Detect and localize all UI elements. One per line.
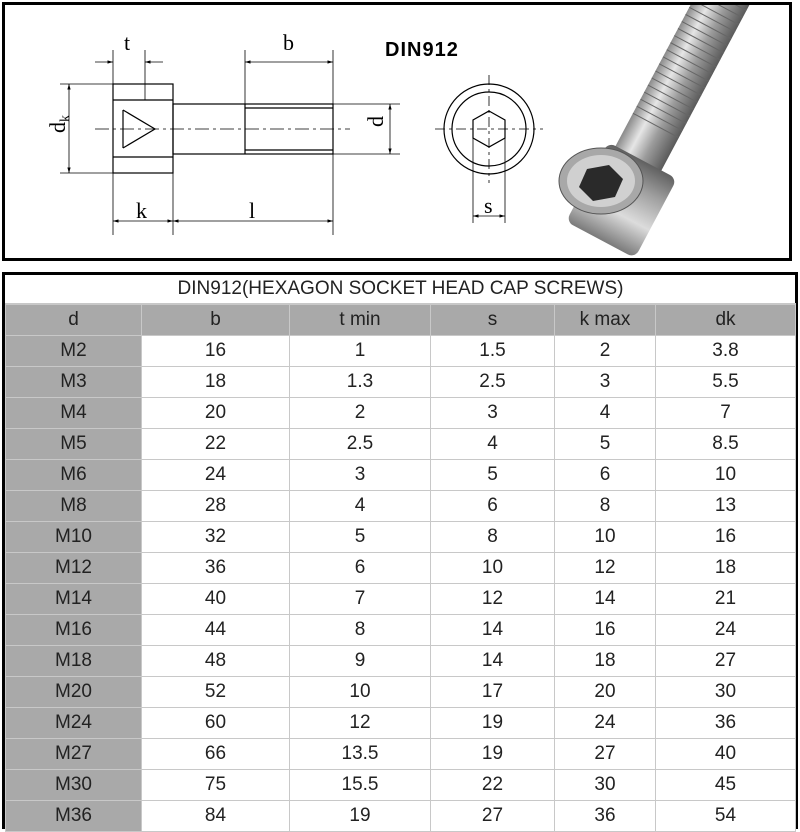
table-row <box>6 398 796 429</box>
value-cell: 4 <box>290 491 431 522</box>
value-cell: 18 <box>656 553 796 584</box>
column-header: dk <box>656 305 796 336</box>
value-cell: 14 <box>555 584 656 615</box>
value-cell: 36 <box>656 708 796 739</box>
size-cell: M27 <box>6 739 142 770</box>
value-cell: 30 <box>656 677 796 708</box>
table-row <box>6 739 796 770</box>
value-cell: 44 <box>142 615 290 646</box>
column-header: k max <box>555 305 656 336</box>
value-cell: 19 <box>290 801 431 832</box>
value-cell: 10 <box>555 522 656 553</box>
table-row <box>6 429 796 460</box>
size-cell: M2 <box>6 336 142 367</box>
value-cell: 75 <box>142 770 290 801</box>
value-cell: 7 <box>656 398 796 429</box>
label-dk: dk <box>45 115 73 133</box>
column-header: t min <box>290 305 431 336</box>
value-cell: 19 <box>431 708 555 739</box>
table-row <box>6 553 796 584</box>
value-cell: 8 <box>431 522 555 553</box>
value-cell: 5 <box>290 522 431 553</box>
value-cell: 4 <box>555 398 656 429</box>
value-cell: 20 <box>555 677 656 708</box>
value-cell: 10 <box>290 677 431 708</box>
table-row <box>6 336 796 367</box>
value-cell: 18 <box>142 367 290 398</box>
value-cell: 10 <box>656 460 796 491</box>
label-l: l <box>249 198 256 223</box>
size-cell: M30 <box>6 770 142 801</box>
table-row <box>6 770 796 801</box>
value-cell: 12 <box>431 584 555 615</box>
value-cell: 16 <box>555 615 656 646</box>
size-cell: M3 <box>6 367 142 398</box>
value-cell: 60 <box>142 708 290 739</box>
value-cell: 8 <box>290 615 431 646</box>
table-row <box>6 491 796 522</box>
value-cell: 84 <box>142 801 290 832</box>
diagram-panel <box>2 2 792 261</box>
screw-photo <box>559 5 754 258</box>
value-cell: 30 <box>555 770 656 801</box>
table-row <box>6 522 796 553</box>
size-cell: M36 <box>6 801 142 832</box>
value-cell: 2 <box>555 336 656 367</box>
value-cell: 3 <box>431 398 555 429</box>
size-cell: M20 <box>6 677 142 708</box>
value-cell: 19 <box>431 739 555 770</box>
value-cell: 22 <box>142 429 290 460</box>
table-row <box>6 677 796 708</box>
size-cell: M18 <box>6 646 142 677</box>
table-row <box>6 646 796 677</box>
value-cell: 24 <box>142 460 290 491</box>
size-cell: M24 <box>6 708 142 739</box>
value-cell: 12 <box>555 553 656 584</box>
value-cell: 24 <box>555 708 656 739</box>
value-cell: 8 <box>555 491 656 522</box>
value-cell: 16 <box>142 336 290 367</box>
value-cell: 66 <box>142 739 290 770</box>
value-cell: 8.5 <box>656 429 796 460</box>
value-cell: 22 <box>431 770 555 801</box>
value-cell: 27 <box>656 646 796 677</box>
value-cell: 16 <box>656 522 796 553</box>
table-title: DIN912(HEXAGON SOCKET HEAD CAP SCREWS) <box>5 275 796 304</box>
value-cell: 20 <box>142 398 290 429</box>
value-cell: 10 <box>431 553 555 584</box>
value-cell: 1.3 <box>290 367 431 398</box>
label-b: b <box>283 30 294 55</box>
value-cell: 27 <box>431 801 555 832</box>
value-cell: 5 <box>431 460 555 491</box>
value-cell: 24 <box>656 615 796 646</box>
value-cell: 7 <box>290 584 431 615</box>
table-row <box>6 460 796 491</box>
value-cell: 14 <box>431 646 555 677</box>
size-cell: M10 <box>6 522 142 553</box>
value-cell: 52 <box>142 677 290 708</box>
value-cell: 12 <box>290 708 431 739</box>
value-cell: 6 <box>431 491 555 522</box>
value-cell: 2 <box>290 398 431 429</box>
size-cell: M8 <box>6 491 142 522</box>
value-cell: 36 <box>142 553 290 584</box>
value-cell: 36 <box>555 801 656 832</box>
value-cell: 3 <box>290 460 431 491</box>
table-row <box>6 367 796 398</box>
value-cell: 18 <box>555 646 656 677</box>
end-view <box>435 75 543 183</box>
dimension-lines <box>60 50 400 235</box>
value-cell: 5 <box>555 429 656 460</box>
value-cell: 9 <box>290 646 431 677</box>
table-panel <box>2 272 798 829</box>
value-cell: 3 <box>555 367 656 398</box>
size-cell: M6 <box>6 460 142 491</box>
side-view <box>95 84 350 173</box>
value-cell: 40 <box>656 739 796 770</box>
value-cell: 32 <box>142 522 290 553</box>
table-row <box>6 615 796 646</box>
table-row <box>6 801 796 832</box>
value-cell: 1.5 <box>431 336 555 367</box>
value-cell: 14 <box>431 615 555 646</box>
value-cell: 1 <box>290 336 431 367</box>
label-s: s <box>484 193 493 218</box>
size-cell: M14 <box>6 584 142 615</box>
value-cell: 2.5 <box>290 429 431 460</box>
value-cell: 13.5 <box>290 739 431 770</box>
size-cell: M16 <box>6 615 142 646</box>
value-cell: 4 <box>431 429 555 460</box>
value-cell: 5.5 <box>656 367 796 398</box>
value-cell: 27 <box>555 739 656 770</box>
value-cell: 21 <box>656 584 796 615</box>
value-cell: 54 <box>656 801 796 832</box>
column-header: b <box>142 305 290 336</box>
label-t: t <box>124 30 131 55</box>
label-k: k <box>136 198 147 223</box>
table-header-row <box>6 305 796 336</box>
value-cell: 17 <box>431 677 555 708</box>
value-cell: 6 <box>555 460 656 491</box>
size-cell: M4 <box>6 398 142 429</box>
table-row <box>6 708 796 739</box>
column-header: s <box>431 305 555 336</box>
value-cell: 6 <box>290 553 431 584</box>
value-cell: 15.5 <box>290 770 431 801</box>
label-d: d <box>363 116 388 127</box>
value-cell: 45 <box>656 770 796 801</box>
value-cell: 2.5 <box>431 367 555 398</box>
value-cell: 28 <box>142 491 290 522</box>
size-cell: M12 <box>6 553 142 584</box>
value-cell: 13 <box>656 491 796 522</box>
column-header: d <box>6 305 142 336</box>
standard-title: DIN912 <box>385 39 459 61</box>
value-cell: 40 <box>142 584 290 615</box>
spec-table <box>5 275 796 832</box>
table-row <box>6 584 796 615</box>
size-cell: M5 <box>6 429 142 460</box>
value-cell: 3.8 <box>656 336 796 367</box>
value-cell: 48 <box>142 646 290 677</box>
